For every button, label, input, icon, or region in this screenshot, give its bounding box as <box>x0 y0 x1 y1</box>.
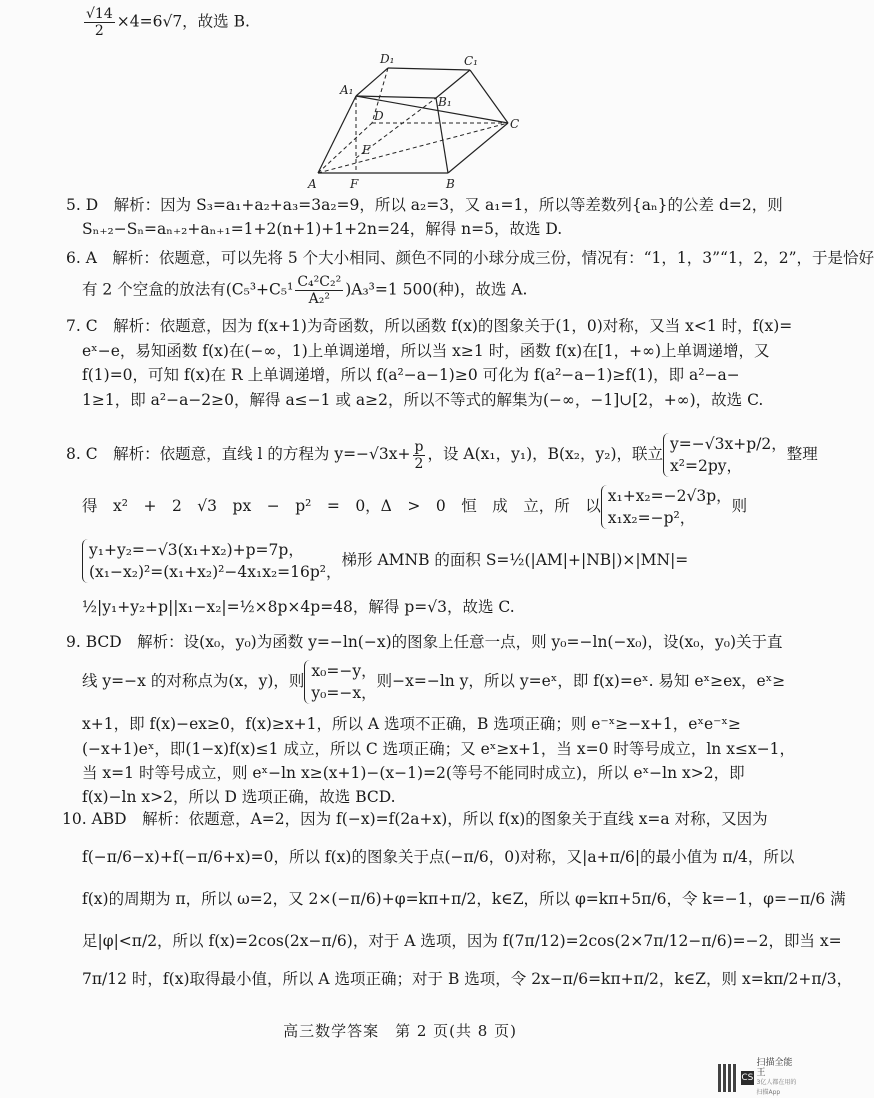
label-b1: B₁ <box>438 95 452 109</box>
label-a1: A₁ <box>340 83 354 97</box>
q8-line2: 得 x² + 2 √3 px − p² = 0，Δ > 0 恒 成 立，所 以 x₁+x₂=−2√3p， x₁x₂=−p²， 则 <box>82 487 748 527</box>
q10-line3: f(x)的周期为 π，所以 ω=2，又 2×(−π/6)+φ=kπ+π/2，k∈Z，所以 φ=kπ+5π/6，令 k=−1，φ=−π/6 满 <box>82 890 846 908</box>
edge-a1d1 <box>356 68 388 96</box>
label-e: E <box>362 143 371 157</box>
q8-system2: x₁+x₂=−2√3p， x₁x₂=−p²， <box>601 485 732 529</box>
q7-line2: eˣ−e，易知函数 f(x)在(−∞，1)上单调递增，所以当 x≥1 时，函数 f(x)在[1，+∞)上单调递增，又 <box>82 342 770 360</box>
q8-line3: y₁+y₂=−√3(x₁+x₂)+p=7p， (x₁−x₂)²=(x₁+x₂)²−4x₁x₂=16p²， 梯形 AMNB 的面积 S=½(|AM|+|NB|)×|MN|= <box>82 539 688 583</box>
q5-line1: 5. D 解析：因为 S₃=a₁+a₂+a₃=3a₂=9，所以 a₂=3，又 a₁=1，所以等差数列{aₙ}的公差 d=2，则 <box>66 196 783 214</box>
label-d1: D₁ <box>380 52 395 66</box>
edge-c1c <box>470 70 508 123</box>
p-over-2: $\frac{p}{2}$ <box>414 438 424 472</box>
q9-line1: 9. BCD 解析：设(x₀，y₀)为函数 y=−ln(−x)的图象上任意一点，则 y₀=−ln(−x₀)，设(x₀，y₀)关于直 <box>66 633 783 651</box>
q9-system: x₀=−y， y₀=−x， <box>304 660 376 704</box>
q6-fraction: $\frac{\text{C₄²C₂²}}{\text{A₂²}}$ <box>297 274 342 307</box>
q8-line4: ½|y₁+y₂+p||x₁−x₂|=½×8p×4p=48，解得 p=√3，故选 C. <box>82 598 515 616</box>
q9-line6: f(x)−ln x>2，所以 D 选项正确，故选 BCD. <box>82 788 396 806</box>
camscanner-logo-icon: CS <box>741 1073 754 1083</box>
label-a: A <box>308 177 317 191</box>
q10-line1: 10. ABD 解析：依题意，A=2，因为 f(−x)=f(2a+x)，所以 f(x)的图象关于直线 x=a 对称，又因为 <box>62 810 768 828</box>
q7-line1: 7. C 解析：依题意，因为 f(x+1)为奇函数，所以函数 f(x)的图象关于(1，0)对称，又当 x<1 时，f(x)= <box>66 317 793 335</box>
edge-bc <box>448 123 508 173</box>
label-c1: C₁ <box>464 54 478 68</box>
q9-line5: 当 x=1 时等号成立，则 eˣ−ln x≥(x+1)−(x−1)=2(等号不能同时成立)，所以 eˣ−ln x>2，即 <box>82 764 745 782</box>
scanner-watermark <box>718 1058 800 1098</box>
label-f: F <box>350 177 359 191</box>
prism-figure <box>300 48 540 190</box>
q10-line4: 足|φ|<π/2，所以 f(x)=2cos(2x−π/6)，对于 A 选项，因为 f(7π/12)=2cos(2×7π/12−π/6)=−2，即当 x= <box>82 932 842 950</box>
q6-line1: 6. A 解析：依题意，可以先将 5 个大小相同、颜色不同的小球分成三份，情况有：“1，1，3”“1，2，2”，于是恰好 <box>66 249 874 267</box>
edge-d1c1 <box>388 68 470 70</box>
qr-code-icon <box>718 1064 737 1092</box>
edge-a1a <box>318 96 356 173</box>
q8-line1: 8. C 解析：依题意，直线 l 的方程为 y=−√3x+ $\frac{p}{2}$ ，设 A(x₁，y₁)，B(x₂，y₂)，联立 y=−√3x+p/2， x²=2py， 整理 <box>66 435 818 475</box>
page-footer: 高三数学答案 第 2 页(共 8 页) <box>283 1022 517 1040</box>
label-d: D <box>374 109 384 123</box>
sqrt14-fraction: $\frac{√14}{2}$ <box>86 6 113 39</box>
top-line: $\frac{√14}{2}$ ×4=6√7，故选 B. <box>86 6 250 39</box>
label-b: B <box>446 177 455 191</box>
edge-b1c1 <box>436 70 470 98</box>
watermark-text: 扫描全能王 3亿人都在用的扫描App <box>756 1058 797 1096</box>
q10-line2: f(−π/6−x)+f(−π/6+x)=0，所以 f(x)的图象关于点(−π/6，0)对称，又|a+π/6|的最小值为 π/4，所以 <box>82 848 795 866</box>
edge-b1b <box>436 98 448 173</box>
q9-line3: x+1，即 f(x)−ex≥0，f(x)≥x+1，所以 A 选项不正确，B 选项正确；则 e⁻ˣ≥−x+1，eˣe⁻ˣ≥ <box>82 715 741 733</box>
edge-ac <box>318 123 508 173</box>
q6-line2: 有 2 个空盒的放法有(C₅³+C₅¹ $\frac{\text{C₄²C₂²}}{\text{A₂²}}$ )A₃³=1 500(种)，故选 A. <box>82 274 528 307</box>
q7-line3: f(1)=0，可知 f(x)在 R 上单调递增，所以 f(a²−a−1)≥0 可化为 f(a²−a−1)≥f(1)，即 a²−a− <box>82 366 740 384</box>
label-c: C <box>510 117 520 131</box>
q5-line2: Sₙ₊₂−Sₙ=aₙ₊₂+aₙ₊₁=1+2(n+1)+1+2n=24，解得 n=5，故选 D. <box>82 220 563 238</box>
q10-line5: 7π/12 时，f(x)取得最小值，所以 A 选项正确；对于 B 选项，令 2x−π/6=kπ+π/2，k∈Z，则 x=kπ/2+π/3， <box>82 970 853 988</box>
q9-line2: 线 y=−x 的对称点为(x，y)，则 x₀=−y， y₀=−x， 则−x=−ln y，所以 y=eˣ，即 f(x)=eˣ. 易知 eˣ≥ex，eˣ≥ <box>82 662 786 702</box>
q7-line4: 1≥1，即 a²−a−2≥0，解得 a≤−1 或 a≥2，所以不等式的解集为(−∞，−1]∪[2，+∞)，故选 C. <box>82 391 764 409</box>
q8-system1: y=−√3x+p/2， x²=2py， <box>663 433 787 477</box>
q9-line4: (−x+1)eˣ，即(1−x)f(x)≤1 成立，所以 C 选项正确；又 eˣ≥x+1，当 x=0 时等号成立，ln x≤x−1， <box>82 740 796 758</box>
q8-system3: y₁+y₂=−√3(x₁+x₂)+p=7p， (x₁−x₂)²=(x₁+x₂)²−4x₁x₂=16p²， <box>82 539 342 583</box>
